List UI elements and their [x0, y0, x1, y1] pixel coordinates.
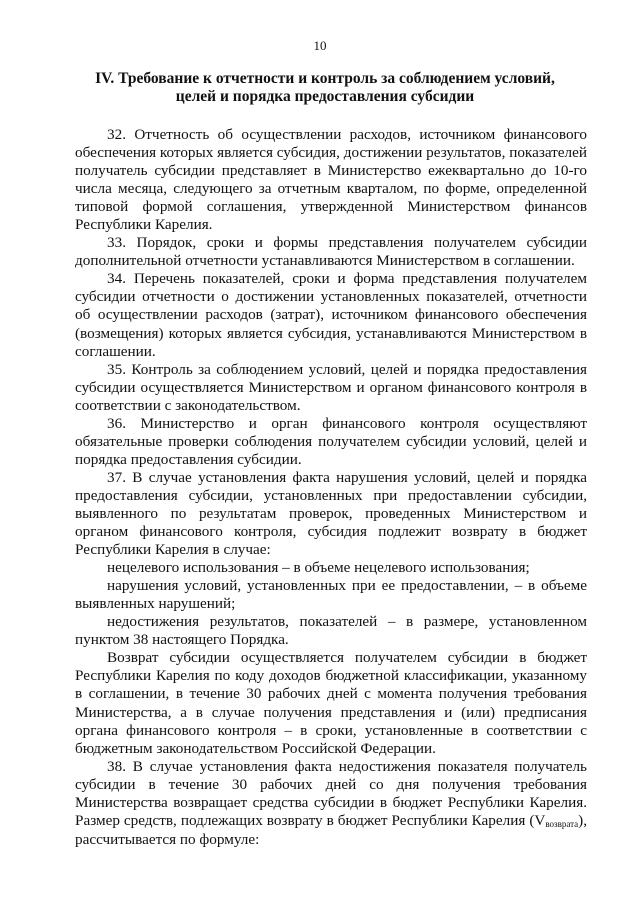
paragraph-37-case-misuse: нецелевого использования – в объеме нецелевого использования;	[107, 559, 530, 577]
page-number: 10	[313, 38, 327, 53]
paragraph-35: 35. Контроль за соблюдением условий, целей и порядка предоставления субсидии осуществляется Министерством и органом финансового контроля в соответствии с законодательством.	[75, 360, 587, 414]
paragraph-38-text-end: ), рассчитывается по формуле:	[75, 811, 587, 848]
section-heading-line-1: IV. Требование к отчетности и контроль за соблюдением условий,	[95, 70, 555, 87]
paragraph-36: 36. Министерство и орган финансового контроля осуществляют обязательные проверки соблюдения получателем субсидии условий, целей и порядка предоставления субсидии.	[75, 414, 587, 468]
paragraph-37: 37. В случае установления факта нарушения условий, целей и порядка предоставления субсидии, установленных при предоставлении субсидии, выявленного по результатам проверок, проведенных Министерством и органом финансового контроля, субсидия подлежит возврату в бюджет Республики Карелия в случае:	[75, 468, 587, 559]
paragraph-32: 32. Отчетность об осуществлении расходов, источником финансового обеспечения которых является субсидия, достижении результатов, показателей получатель субсидии представляет в Министерство ежеквартально до 10-го числа месяца, следующего за отчетным кварталом, по форме, определенной типовой формой соглашения, утвержденной Министерством финансов Республики Карелия.	[75, 126, 587, 234]
section-heading	[75, 70, 575, 106]
section-heading-line-2: целей и порядка предоставления субсидии	[175, 88, 475, 105]
formula-subscript: возврата	[545, 818, 579, 829]
paragraph-refund: Возврат субсидии осуществляется получателем субсидии в бюджет Республики Карелия по коду доходов бюджетной классификации, указанному в соглашении, в течение 30 рабочих дней с момента получения требования Министерства, а в случае получения представления и (или) предписания органа финансового контроля – в сроки, установленные в соответствии с бюджетным законодательством Российской Федерации.	[75, 649, 587, 757]
paragraph-33: 33. Порядок, сроки и формы представления получателем субсидии дополнительной отчетности устанавливаются Министерством в соглашении.	[75, 234, 587, 270]
document-body	[75, 126, 587, 849]
paragraph-38-text: 38. В случае установления факта недостижения показателя получатель субсидии в течение 30 рабочих дней со дня получения требования Министерства возвращает средства субсидии в бюджет Республики Карелия. Размер средств, подлежащих возврату в бюджет Республики Карелия (V	[75, 757, 587, 829]
paragraph-38	[75, 758, 587, 849]
paragraph-34: 34. Перечень показателей, сроки и форма представления получателем субсидии отчетности о достижении установленных показателей, отчетности об осуществлении расходов (затрат), источником финансового обеспечения (возмещения) которых является субсидия, устанавливаются Министерством в соглашении.	[75, 270, 587, 360]
paragraph-37-case-nonachievement: недостижения результатов, показателей – в размере, установленном пунктом 38 настоящего Порядка.	[75, 613, 587, 649]
paragraph-37-case-violation: нарушения условий, установленных при ее предоставлении, – в объеме выявленных нарушений;	[75, 577, 587, 613]
